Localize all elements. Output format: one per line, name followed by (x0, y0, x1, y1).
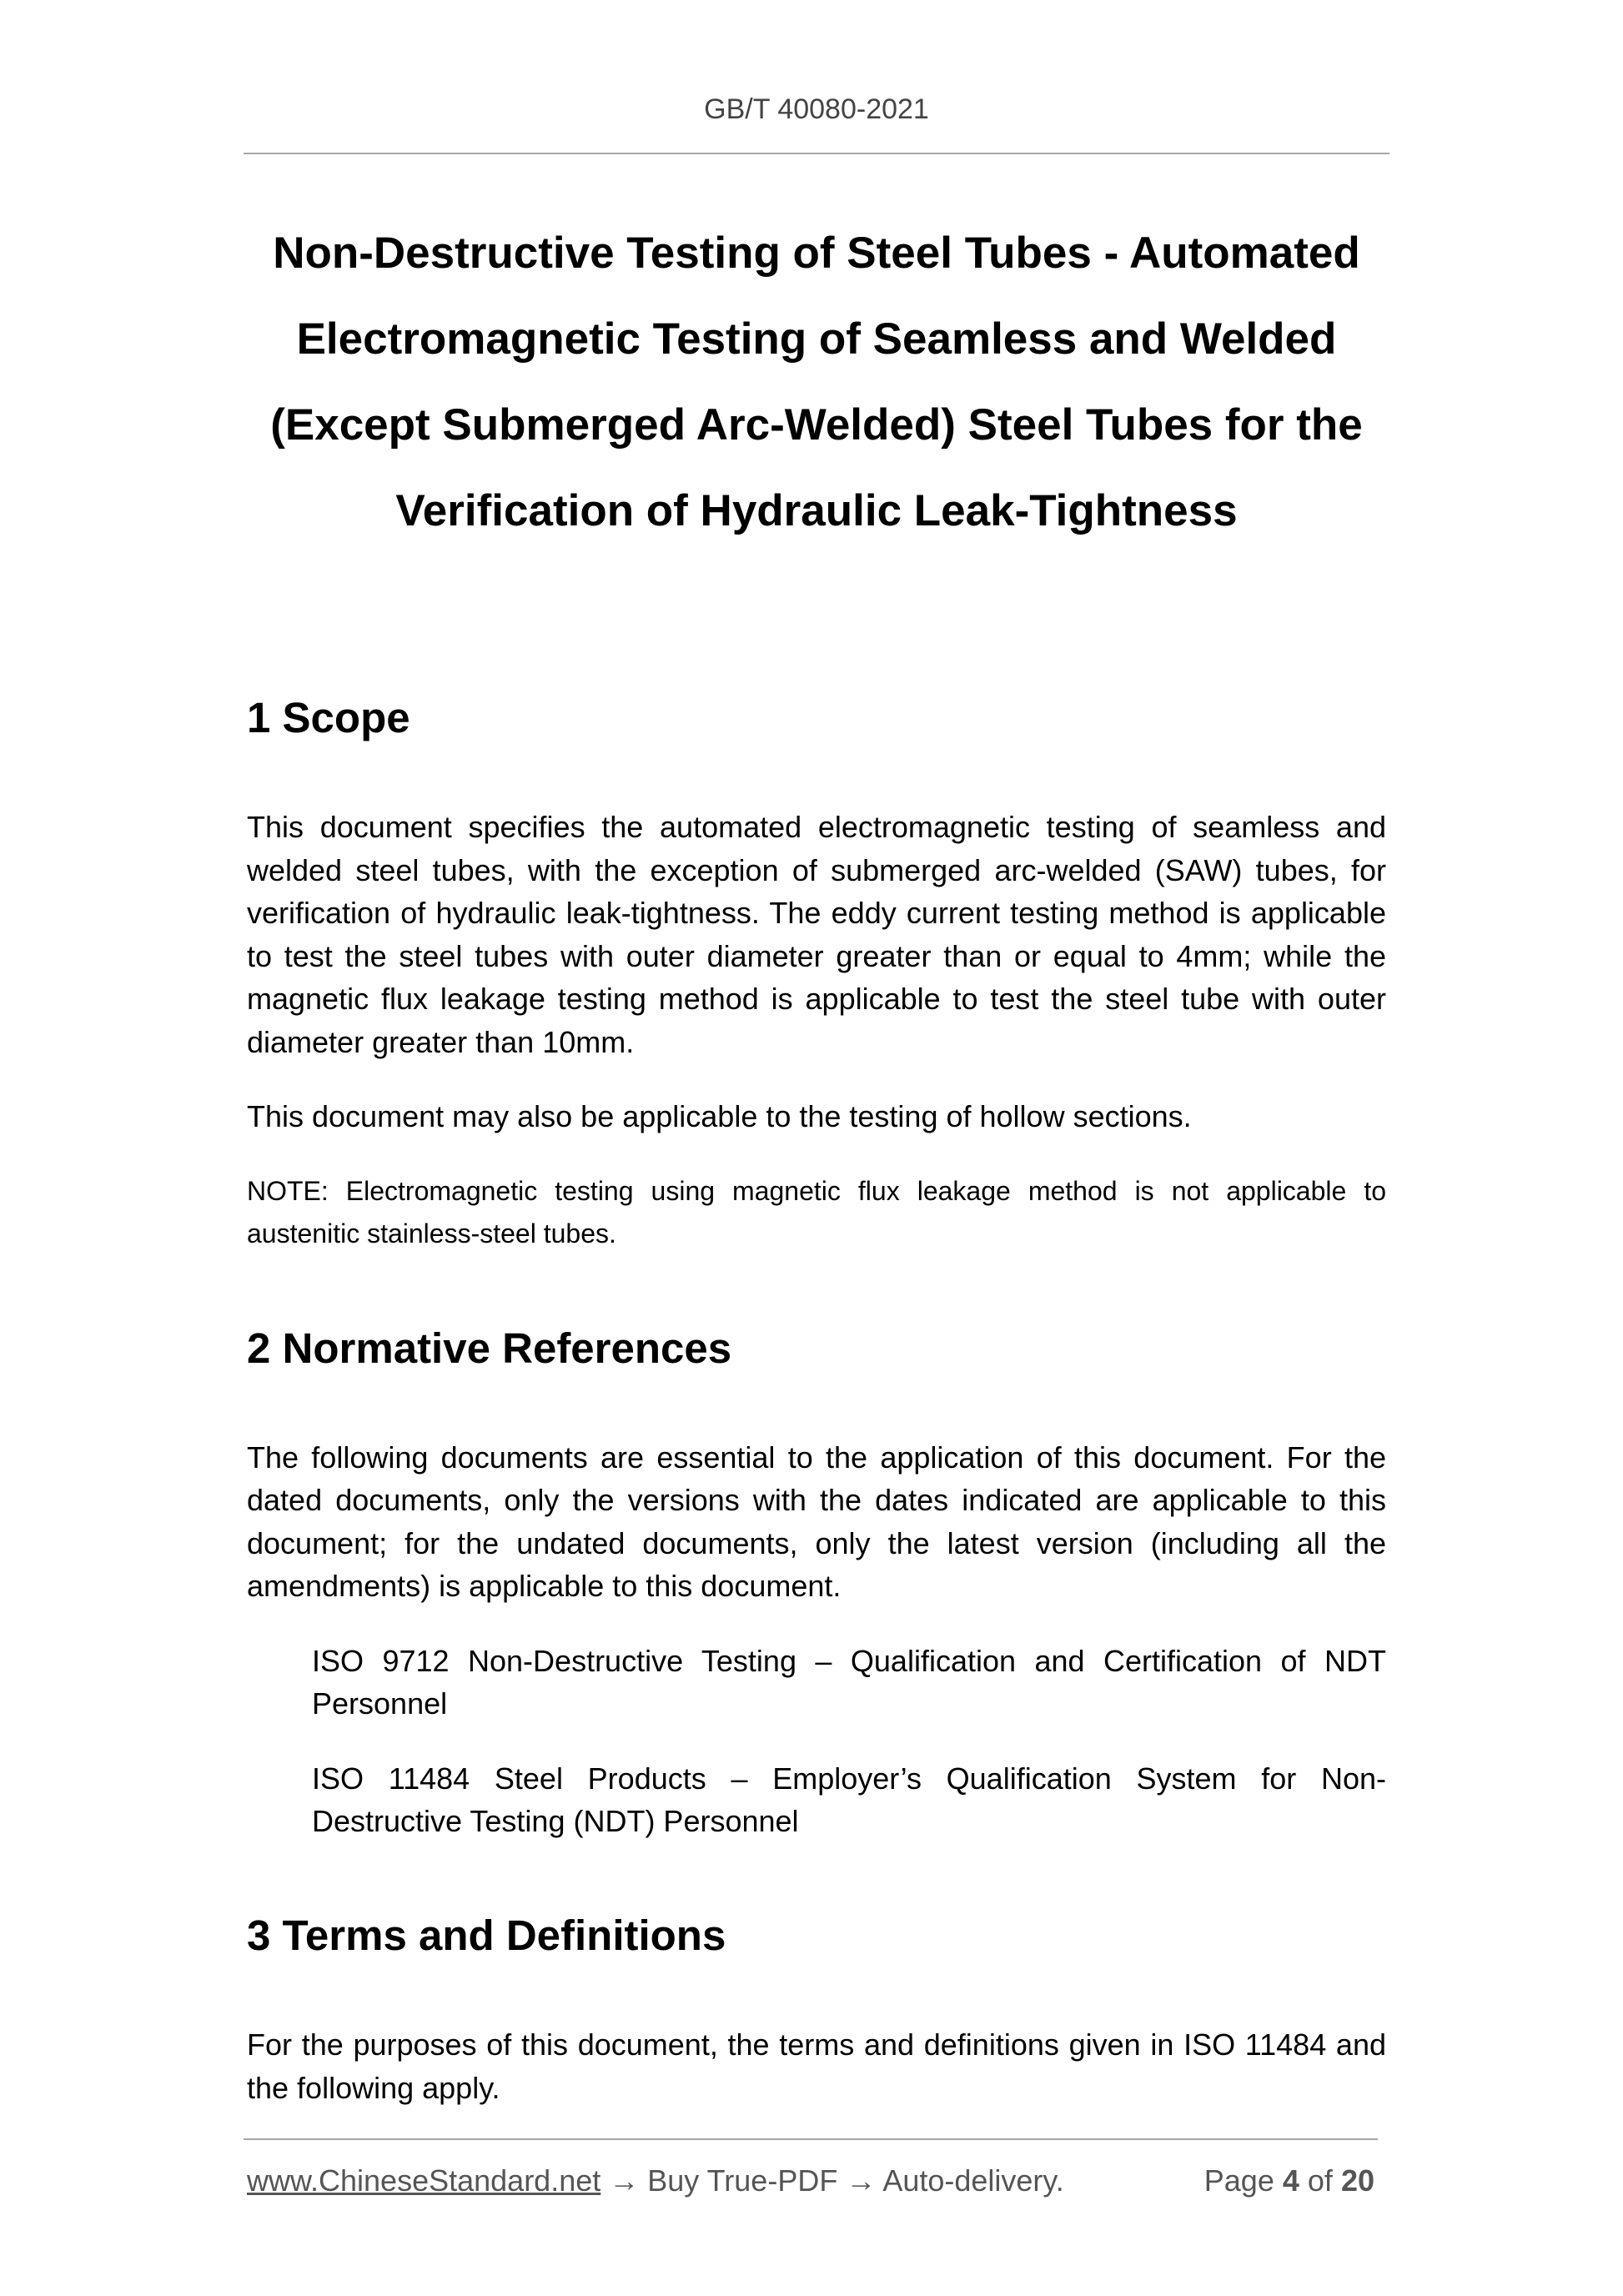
header-divider (244, 153, 1389, 154)
footer-tagline: → Buy True-PDF → Auto-delivery. (600, 2163, 1064, 2198)
scope-paragraph: This document specifies the automated electromagnetic testing of seamless and welded steel tubes, with the exception of submerged arc-welded (SAW) tubes, for verification of hydraulic leak-tightness. The eddy current testing method is applicable to test the steel tubes with outer diameter greater than or equal to 4mm; while the magnetic flux leakage testing method is applicable to test the steel tube with outer diameter greater than 10mm. (247, 810, 1386, 1059)
footer-divider (244, 2138, 1378, 2140)
scope-note: NOTE: Electromagnetic testing using magnetic flux leakage method is not applicable to austenitic stainless-steel tubes. (247, 1175, 1386, 1249)
total-pages-number: 20 (1340, 2163, 1374, 2198)
page-indicator (1204, 2160, 1374, 2202)
scope-paragraph: This document may also be applicable to the testing of hollow sections. (247, 1099, 1192, 1134)
scope-heading: 1 Scope (247, 694, 410, 741)
normative-intro-paragraph: The following documents are essential to the application of this document. For the dated documents, only the versions with the dates indicated are applicable to this document; for the undated documents, only the latest version (including all the amendments) is applicable to this document. (247, 1439, 1386, 1604)
reference-item: ISO 9712 Non-Destructive Testing – Qualification and Certification of NDT Personnel (312, 1643, 1386, 1721)
terms-heading: 3 Terms and Definitions (247, 1911, 726, 1959)
title-line: Verification of Hydraulic Leak-Tightness (395, 486, 1238, 535)
title-line: Non-Destructive Testing of Steel Tubes - Automated (273, 229, 1360, 278)
terms-intro-paragraph: For the purposes of this document, the terms and definitions given in ISO 11484 and the following apply. (247, 2027, 1386, 2105)
of-label: of (1307, 2163, 1333, 2198)
reference-item: ISO 11484 Steel Products – Employer’s Qualification System for Non-Destructive Testing (NDT) Personnel (312, 1761, 1386, 1839)
website-link[interactable]: www.ChineseStandard.net (247, 2163, 601, 2198)
page-label: Page (1203, 2163, 1274, 2198)
title-line: Electromagnetic Testing of Seamless and Welded (296, 314, 1337, 364)
current-page-number: 4 (1282, 2163, 1299, 2198)
normative-references-heading: 2 Normative References (247, 1324, 732, 1372)
title-line: (Except Submerged Arc-Welded) Steel Tubes for the (270, 400, 1363, 450)
running-header: GB/T 40080-2021 (704, 93, 929, 125)
document-body (247, 692, 1386, 2109)
document-title (244, 210, 1389, 554)
footer-promo (247, 2160, 1064, 2202)
